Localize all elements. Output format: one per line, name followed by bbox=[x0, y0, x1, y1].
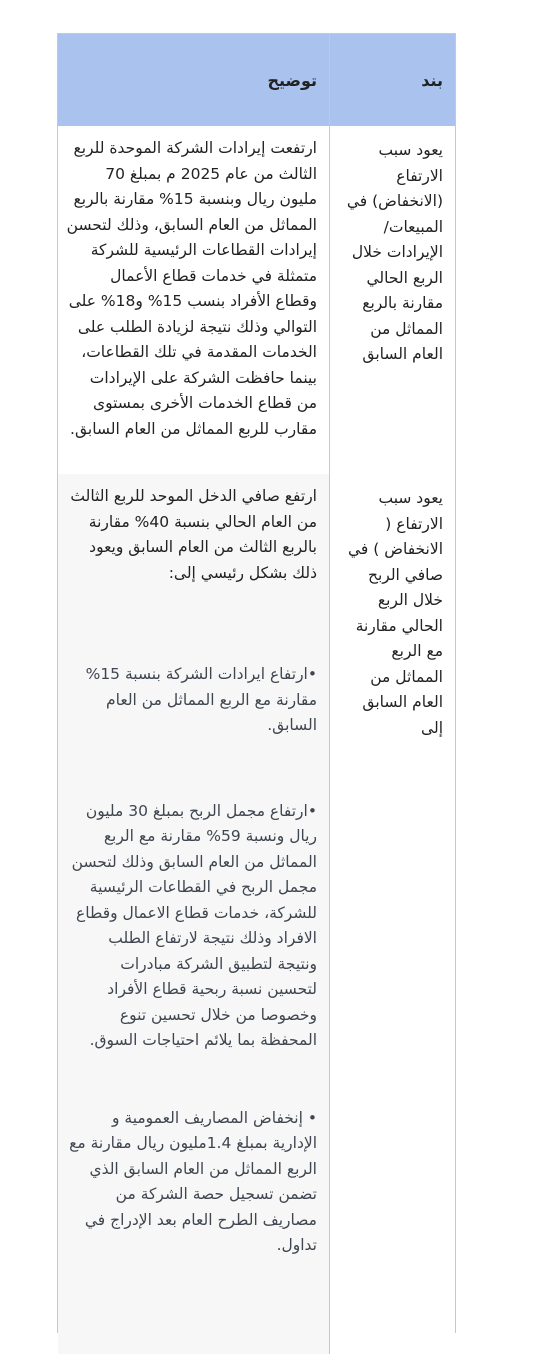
bullet-revenue-increase: •ارتفاع ايرادات الشركة بنسبة 15% مقارنة مع الربع المماثل من العام السابق. bbox=[85, 665, 317, 734]
row-description-revenue bbox=[58, 126, 329, 474]
header-band: بند bbox=[329, 34, 455, 126]
row-band-net-profit: يعود سبب الارتفاع ( الانخفاض ) في صافي الربح خلال الربع الحالي مقارنة مع الربع المماثل من العام السابق إلى bbox=[329, 474, 455, 1354]
table-row bbox=[58, 126, 455, 474]
disclosure-table bbox=[57, 33, 456, 1333]
header-description: توضيح bbox=[267, 70, 317, 90]
table-row bbox=[58, 474, 455, 1354]
row-description-net-profit bbox=[58, 474, 329, 1354]
row-band-revenue: يعود سبب الارتفاع (الانخفاض) في المبيعات/ الإيرادات خلال الربع الحالي مقارنة بالربع المماثل من العام السابق bbox=[329, 126, 455, 474]
table-header bbox=[58, 34, 455, 126]
net-profit-intro: ارتفع صافي الدخل الموحد للربع الثالث من العام الحالي بنسبة 40% مقارنة بالربع الثالث من العام السابق ويعود ذلك بشكل رئيسي إلى: bbox=[70, 487, 317, 582]
bullet-gross-profit: •ارتفاع مجمل الربح بمبلغ 30 مليون ريال ونسبة 59% مقارنة مع الربع المماثل من العام السابق وذلك لتحسن مجمل الربح في القطاعات الرئيسية للشركة، خدمات قطاع الاعمال وقطاع الافراد وذلك نتيجة لارتفاع الطلب ونتيجة لتطبيق الشركة مبادرات لتحسين نسبة ربحية قطاع الأفراد وخصوصا من خلال تحسين تنوع المحفظة بما يلائم احتياجات السوق. bbox=[71, 801, 317, 1049]
bullet-admin-expenses: • إنخفاض المصاريف العمومية و الإدارية بمبلغ 1.4مليون ريال مقارنة مع الربع المماثل من العام السابق الذي تضمن تسجيل حصة الشركة من مصاريف الطرح العام بعد الإدراج في تداول. bbox=[69, 1108, 317, 1254]
revenue-explanation: ارتفعت إيرادات الشركة الموحدة للربع الثالث من عام 2025 م بمبلغ 70 مليون ريال وبنسبة 15% مقارنة بالربع المماثل من العام السابق، وذلك لتحسن إيرادات القطاعات الرئيسية للشركة متمثلة في خدمات قطاع الأعمال وقطاع الأفراد بنسب 15% و18% على التوالي وذلك نتيجة لزيادة الطلب على الخدمات المقدمة في تلك القطاعات، بينما حافظت الشركة على الإيرادات من قطاع الخدمات الأخرى بمستوى مقارب للربع المماثل من العام السابق. bbox=[66, 139, 317, 438]
